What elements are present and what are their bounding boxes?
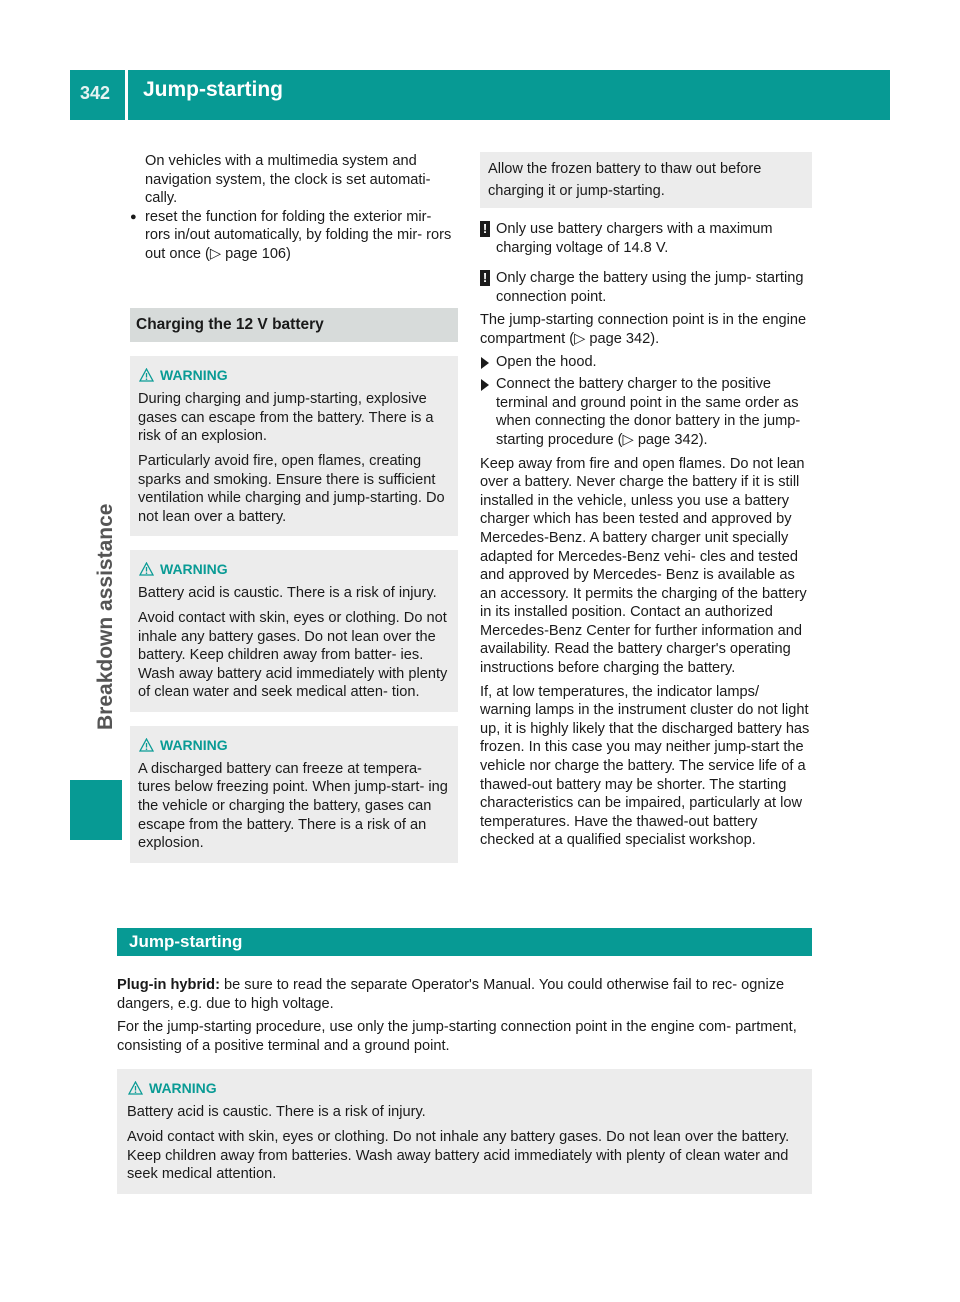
warning-heading (138, 560, 450, 580)
warning-heading (138, 736, 450, 756)
warning-text: Avoid contact with skin, eyes or clothing. Do not inhale any battery gases. Do not lean over the battery. Keep children away from batteries. Wash away battery acid immediately with plenty of clean water and seek medical attention. (127, 1128, 790, 1183)
left-column (130, 152, 458, 863)
warning-label: WARNING (160, 736, 228, 753)
step-text: Connect the battery charger to the positive terminal and ground point in the same order as when connecting the donor battery in the jump-starting procedure (▷ page 342). (496, 376, 801, 448)
warning-heading (138, 366, 450, 386)
intro-text: On vehicles with a multimedia system and navigation system, the clock is set automati- cally. (145, 153, 431, 207)
procedure-paragraph: For the jump-starting procedure, use only the jump-starting connection point in the engine com- partment, consisting of a positive terminal and a ground point. (117, 1019, 797, 1054)
warning-triangle-icon (139, 738, 154, 752)
warning-text: Battery acid is caustic. There is a risk of injury. (127, 1104, 426, 1121)
warning-text: Battery acid is caustic. There is a risk of injury. (138, 585, 437, 602)
step-text: Open the hood. (496, 353, 597, 370)
side-chapter-marker (70, 780, 122, 840)
warning-triangle-icon (128, 1081, 143, 1095)
step-item (480, 375, 812, 449)
section-heading: Jump-starting (117, 928, 812, 956)
warning-box-acid (130, 550, 458, 712)
warning-heading (127, 1079, 804, 1099)
note-item (480, 220, 812, 257)
body-paragraph: Keep away from fire and open flames. Do not lean over a battery. Never charge the battery if it is still installed in the vehicle, unless you use a battery charger which has been tested and approved by Mercedes-Benz. A battery charger unit specially adapted for Mercedes-Benz vehi- cles and tested and approved by Mercedes- Benz is available as an accessory. It permits the charging of the battery in its installed position. Contact an authorized Mercedes-Benz Center for further information and availability. Read the battery charger's operating instructions before charging the battery. (480, 455, 807, 677)
arrow-right-icon (481, 357, 489, 369)
warning-text: A discharged battery can freeze at tempera- tures below freezing point. When jump-start- ing the vehicle or charging the battery, gases can escape from the battery. There is a risk of an explosion. (138, 760, 448, 852)
warning-triangle-icon (139, 368, 154, 382)
bullet-text: reset the function for folding the exterior mir- rors in/out automatically, by folding the mir- rors out once (▷ page 106) (145, 208, 452, 262)
warning-text: Avoid contact with skin, eyes or clothing. Do not inhale any battery gases. Do not lean over the battery. Keep children away from batter- ies. Wash away battery acid immediately with plenty of clean water and seek medical atten- tion. (138, 609, 448, 701)
warning-box-explosion (130, 356, 458, 536)
warning-text: During charging and jump-starting, explosive gases can escape from the battery. There is a risk of an explosion. (138, 391, 434, 445)
warning-text: Particularly avoid fire, open flames, creating sparks and smoking. Ensure there is sufficient ventilation while charging and jump-starting. Do not lean over a battery. (138, 452, 445, 525)
note-text: Only use battery chargers with a maximum charging voltage of 14.8 V. (496, 221, 773, 256)
list-item (130, 208, 458, 264)
exclamation-icon: ! (480, 221, 490, 237)
page-number: 342 (80, 83, 111, 103)
warning-label: WARNING (149, 1080, 217, 1097)
step-item (480, 353, 812, 372)
hybrid-paragraph (117, 976, 812, 1013)
side-chapter-text: Breakdown assistance (94, 503, 117, 730)
body-paragraph: If, at low temperatures, the indicator lamps/ warning lamps in the instrument cluster do not light up, it is highly likely that the discharged battery has frozen. In this case you may neither jump-start the vehicle nor charge the battery. The service life of a thawed-out battery may be shorter. The starting characteristics can be impaired, particularly at low temperatures. Have the thawed-out battery checked at a qualified specialist workshop. (480, 683, 810, 849)
arrow-right-icon (481, 379, 489, 391)
header-divider (125, 70, 128, 120)
info-box: Allow the frozen battery to thaw out before charging it or jump-starting. (480, 152, 812, 208)
location-text: The jump-starting connection point is in the engine compartment (▷ page 342). (480, 312, 807, 347)
hybrid-text: be sure to read the separate Operator's Manual. You could otherwise fail to rec- ognize dangers, e.g. due to high voltage. (117, 977, 785, 1012)
warning-triangle-icon (139, 562, 154, 576)
page-title: Jump-starting (143, 78, 284, 101)
bullet-icon: ● (130, 210, 137, 223)
warning-label: WARNING (160, 561, 228, 578)
note-item (480, 269, 812, 306)
right-column (480, 152, 812, 850)
exclamation-icon: ! (480, 270, 490, 286)
jump-starting-section (117, 928, 812, 1194)
note-text: Only charge the battery using the jump- starting connection point. (496, 270, 804, 305)
warning-box-acid-jump (117, 1069, 812, 1193)
warning-label: WARNING (160, 367, 228, 384)
page-header (70, 70, 890, 120)
section-title: Charging the 12 V battery (130, 308, 458, 343)
hybrid-label: Plug-in hybrid: (117, 977, 220, 993)
warning-box-freeze (130, 726, 458, 863)
